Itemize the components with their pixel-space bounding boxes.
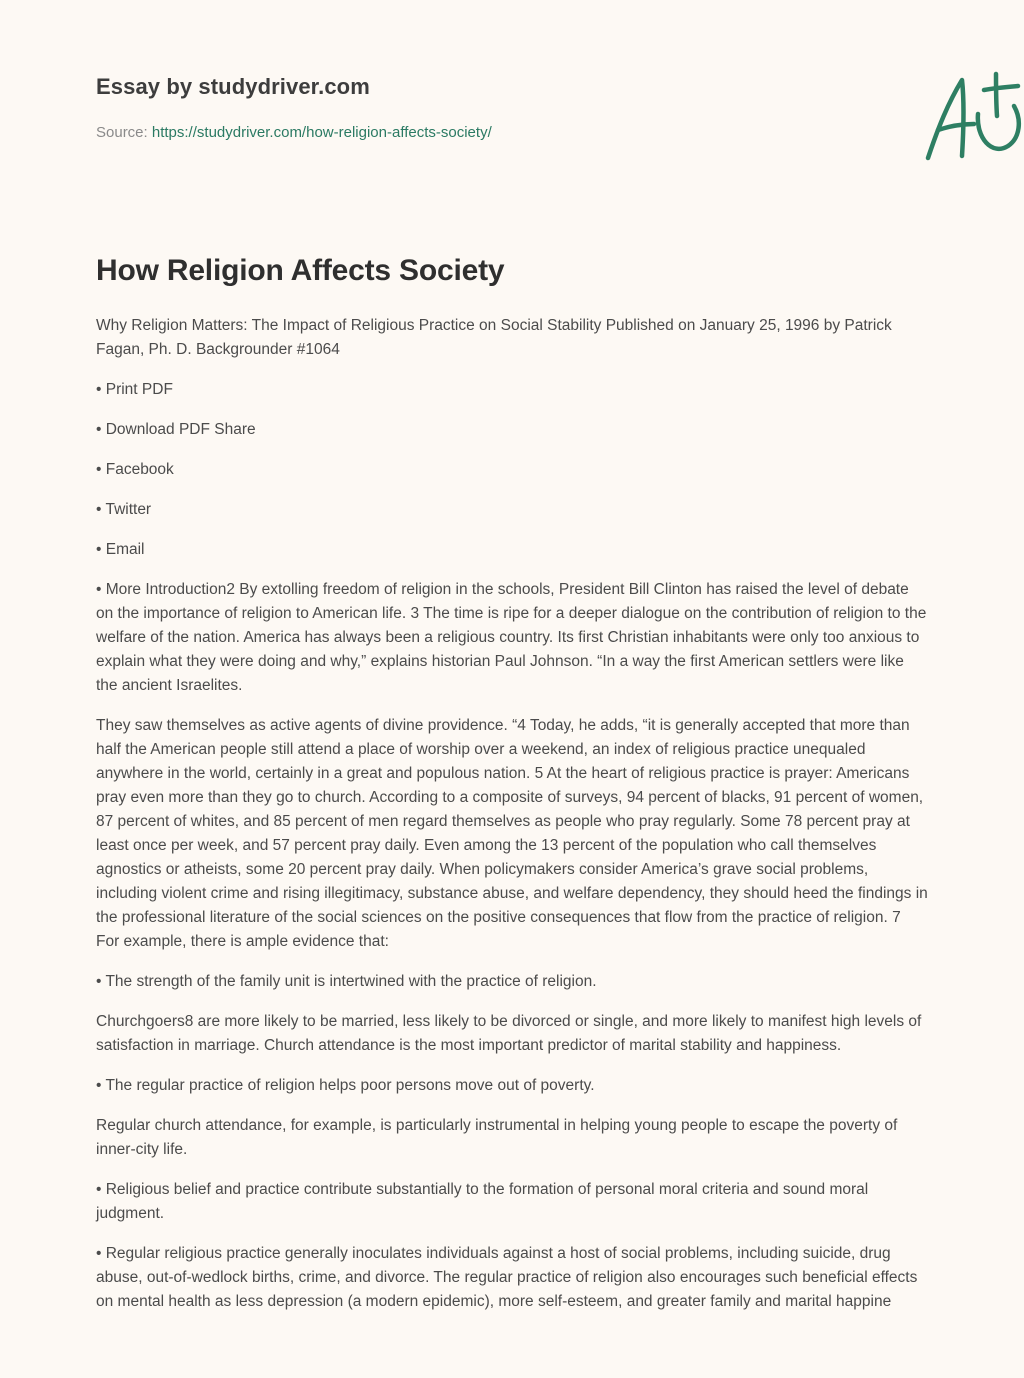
source-line (96, 124, 492, 141)
source-link[interactable]: https://studydriver.com/how-religion-affects-society/ (151, 124, 492, 141)
list-item: • The regular practice of religion helps poor persons move out of poverty. (96, 1077, 595, 1094)
paragraph: • More Introduction2 By extolling freedom of religion in the schools, President Bill Clinton has raised the level of debate on the importance of religion to American life. 3 The time is ripe for a deeper dialogue on the contribution of religion to the welfare of the nation. America has always been a religious country. Its first Christian inhabitants were only too anxious to explain what they were doing and why,” explains historian Paul Johnson. “In a way the first American settlers were like the ancient Israelites. (96, 581, 927, 694)
list-item: • Print PDF (96, 381, 173, 398)
list-item: • The strength of the family unit is intertwined with the practice of religion. (96, 973, 597, 990)
a-plus-logo-icon (918, 68, 1024, 168)
list-item: • Download PDF Share (96, 421, 256, 438)
list-item: • Twitter (96, 501, 152, 518)
essay-body (96, 314, 928, 1330)
source-label: Source: (96, 124, 148, 141)
paragraph: Churchgoers8 are more likely to be married, less likely to be divorced or single, and more likely to manifest high levels of satisfaction in marriage. Church attendance is the most important predictor of marital stability and happiness. (96, 1013, 922, 1054)
list-item: • Religious belief and practice contribute substantially to the formation of personal moral criteria and sound moral judgment. (96, 1181, 869, 1222)
essay-title: How Religion Affects Society (96, 254, 505, 287)
list-item: • Regular religious practice generally inoculates individuals against a host of social problems, including suicide, drug abuse, out-of-wedlock births, crime, and divorce. The regular practice of religion also encourages such beneficial effects on mental health as less depression (a modern epidemic), more self-esteem, and greater family and marital happine (96, 1245, 918, 1310)
paragraph: They saw themselves as active agents of divine providence. “4 Today, he adds, “it is generally accepted that more than half the American people still attend a place of worship over a weekend, an index of religious practice unequaled anywhere in the world, certainly in a great and populous nation. 5 At the heart of religious practice is prayer: Americans pray even more than they go to church. According to a composite of surveys, 94 percent of blacks, 91 percent of women, 87 percent of whites, and 85 percent of men regard themselves as people who pray regularly. Some 78 percent pray at least once per week, and 57 percent pray daily. Even among the 13 percent of the population who call themselves agnostics or atheists, some 20 percent pray daily. When policymakers consider America’s grave social problems, including violent crime and rising illegitimacy, substance abuse, and welfare dependency, they should heed the findings in the professional literature of the social sciences on the positive consequences that flow from the practice of religion. 7 For example, there is ample evidence that: (96, 717, 928, 950)
paragraph: Why Religion Matters: The Impact of Religious Practice on Social Stability Published on January 25, 1996 by Patrick Fagan, Ph. D. Backgrounder #1064 (96, 317, 892, 358)
list-item: • Facebook (96, 461, 174, 478)
site-brand: Essay by studydriver.com (96, 74, 370, 99)
list-item: • Email (96, 541, 145, 558)
paragraph: Regular church attendance, for example, is particularly instrumental in helping young people to escape the poverty of inner-city life. (96, 1117, 898, 1158)
